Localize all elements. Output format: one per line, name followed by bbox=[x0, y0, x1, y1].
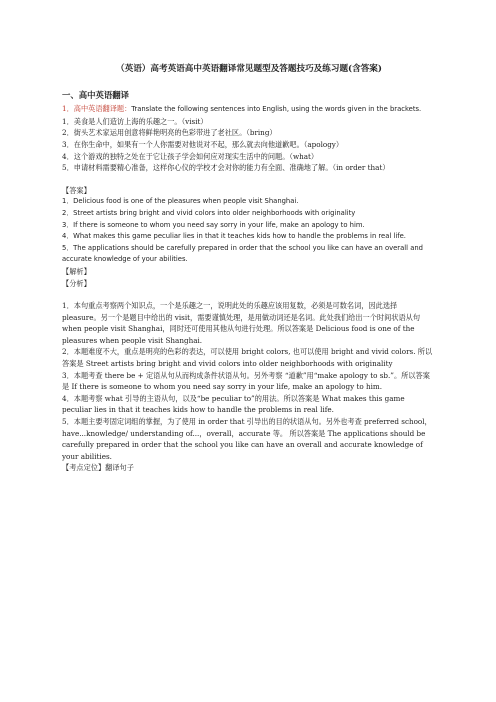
answer-2: 2．Street artists bring bright and vivid colors into older neighborhoods with originality bbox=[62, 208, 356, 217]
kaodian-label: 【考点定位】 bbox=[62, 463, 106, 473]
answer-1: 1．Delicious food is one of the pleasures when people visit Shanghai. bbox=[62, 197, 299, 206]
spacer bbox=[62, 174, 436, 185]
answer-5: 5．The applications should be carefully prepared in order that the school you like can have an overall and accurate knowledge of your abilities. bbox=[62, 243, 423, 264]
question-item-5: 5．申请材料需要精心准备，这样你心仪的学校才会对你的能力有全面、准确地了解。（in order that） bbox=[62, 163, 390, 173]
section-heading: 一、高中英语翻译 bbox=[62, 89, 129, 100]
question-item-2: 2．街头艺术家运用创意将鲜艳明亮的色彩带进了老社区。（bring） bbox=[62, 128, 277, 138]
kaodian-value: 翻译句子 bbox=[105, 463, 134, 473]
question-intro bbox=[62, 103, 436, 116]
question-instruction: Translate the following sentences into English, using the words given in the brackets. bbox=[131, 105, 422, 114]
document-title: （英语）高考英语高中英语翻译常见题型及答题技巧及练习题(含答案) bbox=[116, 64, 382, 74]
analysis-4: 4．本题考察 what 引导的主语从句，以及“be peculiar to”的用法。所以答案是 What makes this game peculiar lies in that it teaches kids how to handle the problems in real life. bbox=[62, 393, 405, 415]
question-item-1: 1．美食是人们造访上海的乐趣之一。（visit） bbox=[62, 116, 208, 126]
analysis-3: 3．本题考查 there be + 定语从句从而构成条件状语从句。另外考察 “道歉”用“make apology to sb.”。所以答案是 If there is someone to whom you need say sorry in your life, make an apology to him. bbox=[62, 370, 430, 392]
document-page bbox=[62, 64, 436, 474]
analysis-1: 1．本句重点考察两个知识点，一个是乐趣之一，说明此处的乐趣应该用复数，必须是可数名词，因此选择 pleasure。另一个是题目中给出的 visit，需要谨慎处理，是用做动词还是名词。此处我们给出一个时间状语从句 when people visit Shanghai，同时还可使用其他从句进行处理。所以答案是 Delicious food is one of the pleasures when people visit Shanghai. bbox=[62, 301, 421, 345]
question-label: 1．高中英语翻译题： bbox=[62, 104, 132, 114]
answer-4: 4．What makes this game peculiar lies in that it teaches kids how to handle the problems in real life. bbox=[62, 232, 406, 241]
kaodian-line bbox=[62, 462, 436, 474]
fenxi-label: 【分析】 bbox=[62, 278, 91, 288]
answer-label: 【答案】 bbox=[62, 185, 91, 195]
answer-3: 3．If there is someone to whom you need say sorry in your life, make an apology to him. bbox=[62, 220, 365, 229]
spacer bbox=[62, 289, 436, 300]
question-item-3: 3．在你生命中，如果有一个人你需要对他说对不起，那么就去向他道歉吧。（apology） bbox=[62, 139, 344, 149]
question-item-4: 4．这个游戏的独特之处在于它让孩子学会如何应对现实生活中的问题。（what） bbox=[62, 151, 319, 161]
analysis-2: 2．本题难度不大，重点是明亮的色彩的表达，可以使用 bright colors, 也可以使用 bright and vivid colors. 所以答案是 Street artists bring bright and vivid colors into older neighborhoods with originality bbox=[62, 347, 433, 369]
jiexi-label: 【解析】 bbox=[62, 266, 91, 276]
analysis-5: 5．本题主要考固定词组的掌握，为了使用 in order that 引导出的目的状语从句。另外也考查 preferred school，have...knowledge/ understanding of...，overall，accurate 等。 所以答案是 The applications should be carefully prepared in order that the school you like can have an overall and accurate knowledge of your abilities. bbox=[62, 417, 432, 461]
